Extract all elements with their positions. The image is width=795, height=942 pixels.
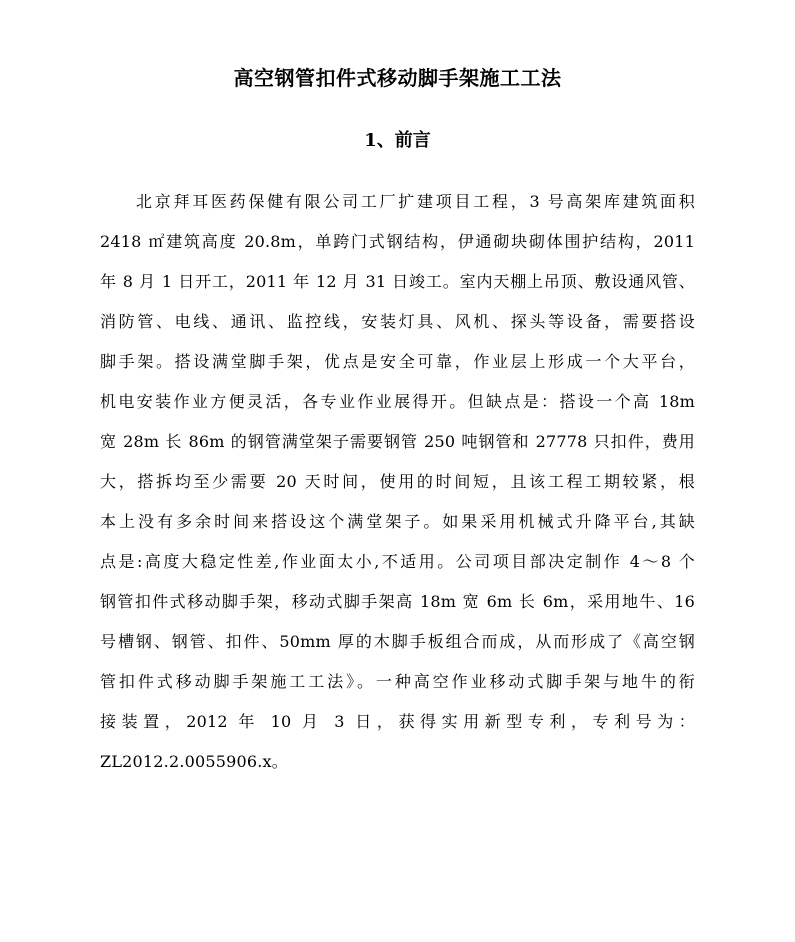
paragraph-line: 消防管、电线、通讯、监控线，安装灯具、风机、探头等设备，需要搭设 [100,312,695,331]
paragraph-line: 号槽钢、钢管、扣件、50mm 厚的木脚手板组合而成，从而形成了《高空钢 [100,632,695,651]
paragraph-line: 大，搭拆均至少需要 20 天时间，使用的时间短，且该工程工期较紧，根 [100,472,695,491]
paragraph-line: 点是:高度大稳定性差,作业面太小,不适用。公司项目部决定制作 4～8 个 [100,552,695,571]
paragraph-line: 接装置，2012 年 10 月 3 日，获得实用新型专利，专利号为： [100,712,695,731]
paragraph-line: ZL2012.2.0055906.x。 [100,752,288,771]
section-heading: 1、前言 [364,130,431,151]
paragraph-line: 本上没有多余时间来搭设这个满堂架子。如果采用机械式升降平台,其缺 [100,512,695,531]
paragraph-line: 宽 28m 长 86m 的钢管满堂架子需要钢管 250 吨钢管和 27778 只扣件，费用 [100,432,695,451]
paragraph-line: 脚手架。搭设满堂脚手架，优点是安全可靠，作业层上形成一个大平台， [100,352,695,371]
paragraph-line: 年 8 月 1 日开工，2011 年 12 月 31 日竣工。室内天棚上吊顶、敷设通风管、 [100,272,695,291]
document-title: 高空钢管扣件式移动脚手架施工工法 [233,66,562,90]
paragraph-line: 机电安装作业方便灵活，各专业作业展得开。但缺点是：搭设一个高 18m [100,392,695,411]
paragraph-line: 2418 ㎡建筑高度 20.8m，单跨门式钢结构，伊通砌块砌体围护结构，2011 [100,232,695,251]
paragraph-line: 管扣件式移动脚手架施工工法》。一种高空作业移动式脚手架与地牛的衔 [100,672,695,691]
paragraph-line: 钢管扣件式移动脚手架，移动式脚手架高 18m 宽 6m 长 6m，采用地牛、16 [100,592,695,611]
paragraph-line: 北京拜耳医药保健有限公司工厂扩建项目工程，3 号高架库建筑面积 [136,192,695,211]
